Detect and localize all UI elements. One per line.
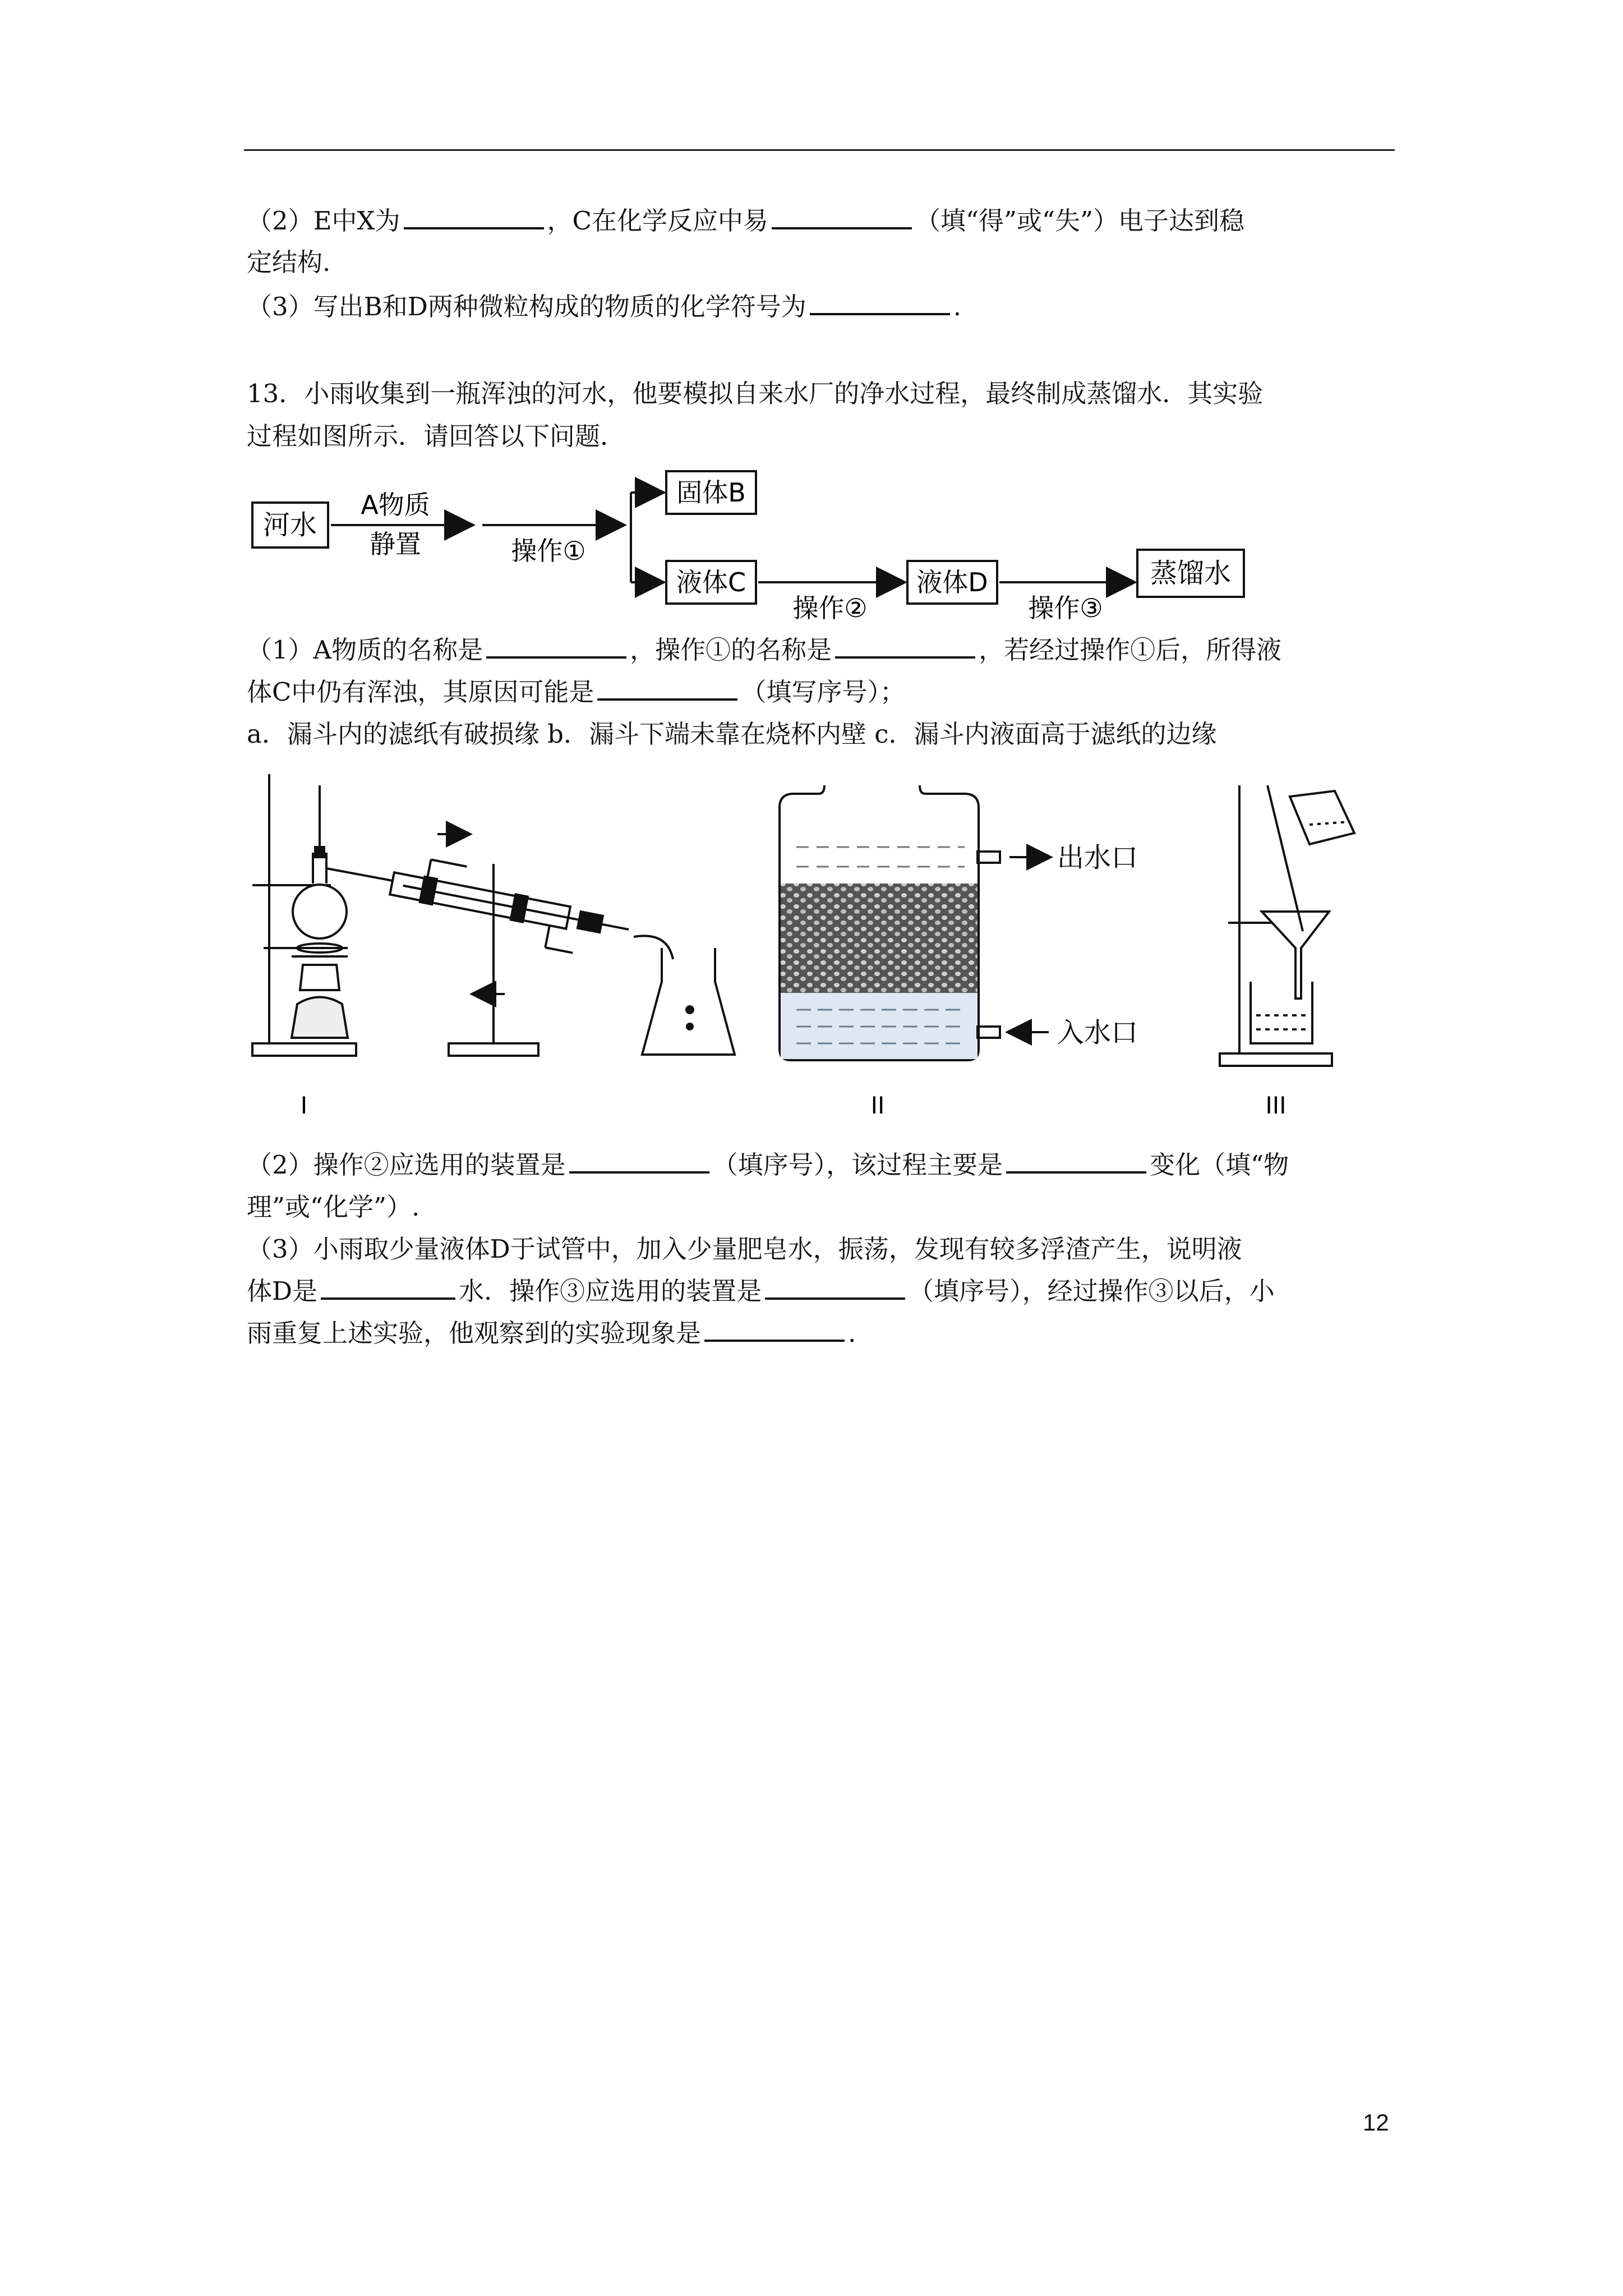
question-13-line-1: 13．小雨收集到一瓶浑浊的河水，他要模拟自来水厂的净水过程，最终制成蒸馏水．其实验 (247, 379, 1264, 408)
apparatus-figure (241, 769, 1402, 1139)
text: . (848, 1318, 856, 1348)
answer-blank[interactable] (404, 205, 544, 229)
flow-river-label: 河水 (262, 509, 317, 541)
outlet-label: 出水口 (1057, 842, 1138, 873)
text: . (953, 292, 962, 321)
question-13-part-1 (247, 629, 1391, 671)
question-13-part-2 (247, 1144, 1391, 1186)
question-13-part-3-line-3 (247, 1313, 1391, 1354)
question-12-part-2-cont (247, 242, 1391, 283)
question-13-options: a．漏斗内的滤纸有破损缘 b．漏斗下端未靠在烧杯内壁 c．漏斗内液面高于滤纸的边缘 (247, 719, 1217, 749)
text: （2）操作②应选用的装置是 (247, 1150, 566, 1180)
text: （填序号），经过操作③以后，小 (909, 1276, 1275, 1306)
flow-op1-label: 操作① (511, 536, 586, 566)
text: （2）E中X为 (247, 206, 400, 236)
text: ，C在化学反应中易 (547, 206, 768, 236)
flow-op3-label: 操作③ (1028, 593, 1103, 623)
apparatus-label-3: III (1265, 1092, 1287, 1119)
distillation-apparatus (252, 774, 735, 1056)
text: 定结构. (247, 247, 331, 277)
answer-blank[interactable] (772, 205, 912, 229)
apparatus-label-2: II (870, 1092, 885, 1119)
question-13-part-2-cont: 理”或“化学”）. (247, 1192, 420, 1222)
inlet-label: 入水口 (1057, 1017, 1138, 1048)
question-13-line-2: 过程如图所示．请回答以下问题． (247, 421, 626, 451)
text: （3）写出B和D两种微粒构成的物质的化学符号为 (247, 292, 806, 321)
text: 水．操作③应选用的装置是 (459, 1276, 762, 1306)
text: （1）A物质的名称是 (247, 635, 483, 665)
text: 体C中仍有浑浊，其原因可能是 (247, 677, 594, 707)
flow-solid-b-label: 固体B (676, 477, 746, 508)
flow-op2-label: 操作② (792, 593, 868, 623)
answer-blank[interactable] (1006, 1149, 1146, 1174)
filtration-apparatus (1220, 785, 1354, 1066)
page-number: 12 (1363, 2109, 1389, 2136)
text: 雨重复上述实验，他观察到的实验现象是 (247, 1318, 702, 1348)
answer-blank[interactable] (321, 1275, 455, 1300)
answer-blank[interactable] (486, 634, 626, 659)
flow-settle-label: 静置 (370, 529, 421, 559)
flow-liquid-d-label: 液体D (916, 567, 988, 597)
header-rule (244, 149, 1395, 151)
question-13-part-1-cont (247, 671, 1391, 713)
text: 体D是 (247, 1276, 318, 1306)
text: （填序号），该过程主要是 (712, 1150, 1003, 1180)
purification-flow-diagram (241, 464, 1273, 633)
text: 变化（填“物 (1150, 1150, 1289, 1180)
answer-blank[interactable] (569, 1149, 709, 1174)
answer-blank[interactable] (810, 291, 950, 315)
question-12-part-2 (247, 200, 1391, 242)
text: （填写序号）； (741, 677, 905, 707)
question-13-part-3-line-1: （3）小雨取少量液体D于试管中，加入少量肥皂水，振荡，发现有较多浮渣产生，说明液 (247, 1234, 1242, 1264)
text: （填“得”或“失”）电子达到稳 (915, 206, 1244, 236)
answer-blank[interactable] (765, 1275, 905, 1300)
flow-a-substance-label: A物质 (361, 490, 430, 520)
text: ，操作①的名称是 (630, 635, 832, 665)
answer-blank[interactable] (835, 634, 975, 659)
filter-tank-apparatus (780, 785, 1138, 1060)
flow-distilled-label: 蒸馏水 (1150, 558, 1232, 589)
text: ，若经过操作①后，所得液 (979, 635, 1282, 665)
answer-blank[interactable] (704, 1317, 845, 1342)
answer-blank[interactable] (597, 676, 737, 701)
flow-liquid-c-label: 液体C (676, 567, 746, 597)
question-13-part-3-line-2 (247, 1271, 1391, 1312)
apparatus-label-1: I (300, 1092, 308, 1119)
question-12-part-3 (247, 286, 1391, 328)
